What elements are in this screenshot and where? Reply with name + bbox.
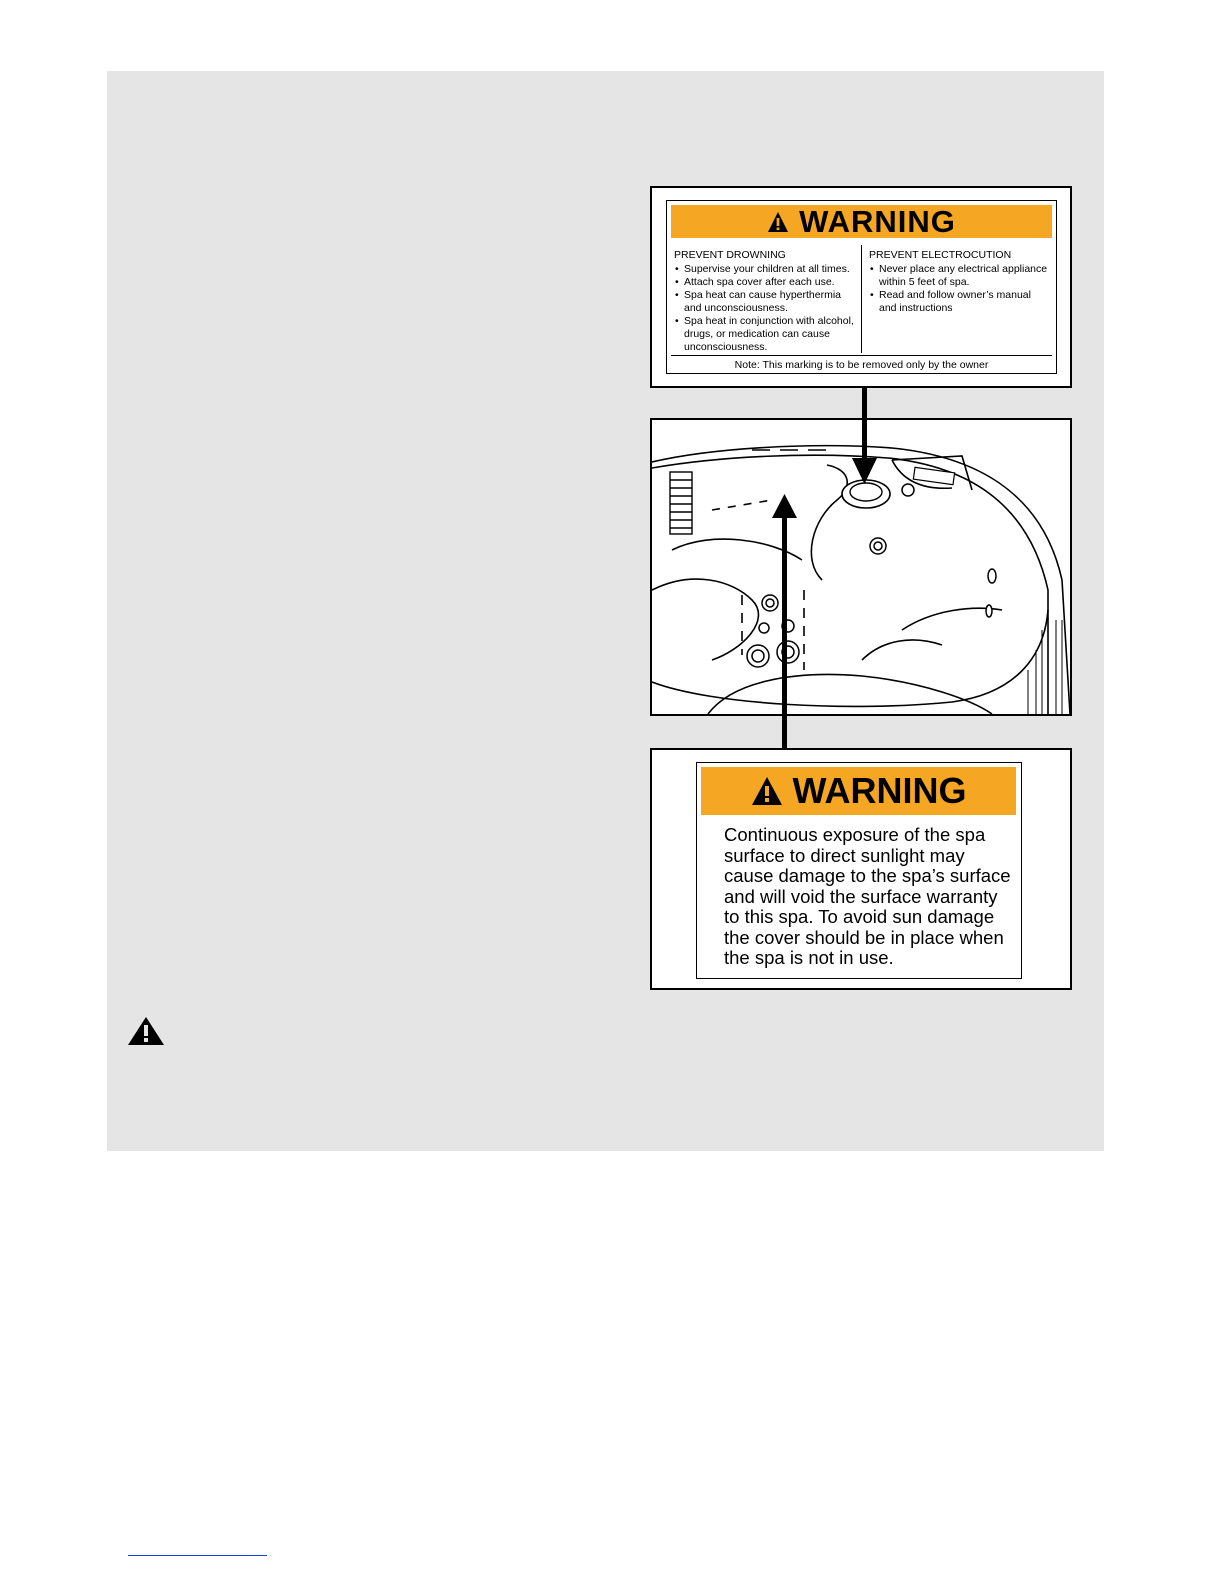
warning-banner-text: WARNING	[799, 203, 956, 239]
drowning-item: • Attach spa cover after each use.	[674, 276, 858, 289]
electrocution-item: • Read and follow owner’s manual and instructions	[869, 289, 1049, 315]
warning-triangle-icon	[767, 211, 789, 233]
warning-label-frame	[666, 200, 1057, 374]
prevent-electrocution-heading: PREVENT ELECTROCUTION	[869, 249, 1012, 261]
drowning-item: • Supervise your children at all times.	[674, 263, 858, 276]
sun-warning-frame	[696, 762, 1022, 979]
warning-triangle-icon	[751, 776, 783, 806]
sun-warning-banner	[701, 767, 1016, 815]
sun-warning-text: Continuous exposure of the spa surface to direct sunlight may cause damage to the spa’s surface and will void the surface warranty to this spa. To avoid sun damage the cover should be in place when the spa is not in use.	[724, 824, 1011, 968]
prevent-drowning-column	[671, 245, 862, 353]
prevent-electrocution-column	[862, 245, 1052, 353]
warning-triangle-icon	[127, 1016, 165, 1046]
warning-banner	[671, 205, 1052, 238]
drowning-electrocution-warning-label	[650, 186, 1072, 388]
bottom-label-arrowhead-icon	[772, 494, 797, 518]
top-label-arrowhead-icon	[852, 458, 877, 484]
warning-columns	[671, 245, 1052, 353]
drowning-item: • Spa heat in conjunction with alcohol, drugs, or medication can cause unconsciousness.	[674, 315, 858, 354]
removal-note: Note: This marking is to be removed only by the owner	[671, 355, 1052, 371]
prevent-drowning-heading: PREVENT DROWNING	[674, 249, 786, 261]
electrocution-item: • Never place any electrical appliance within 5 feet of spa.	[869, 263, 1049, 289]
sun-damage-warning-label	[650, 748, 1072, 990]
bottom-label-arrow	[782, 510, 787, 748]
sun-warning-banner-text: WARNING	[792, 770, 967, 811]
footer-rule	[128, 1555, 267, 1556]
drowning-item: • Spa heat can cause hyperthermia and unconsciousness.	[674, 289, 858, 315]
